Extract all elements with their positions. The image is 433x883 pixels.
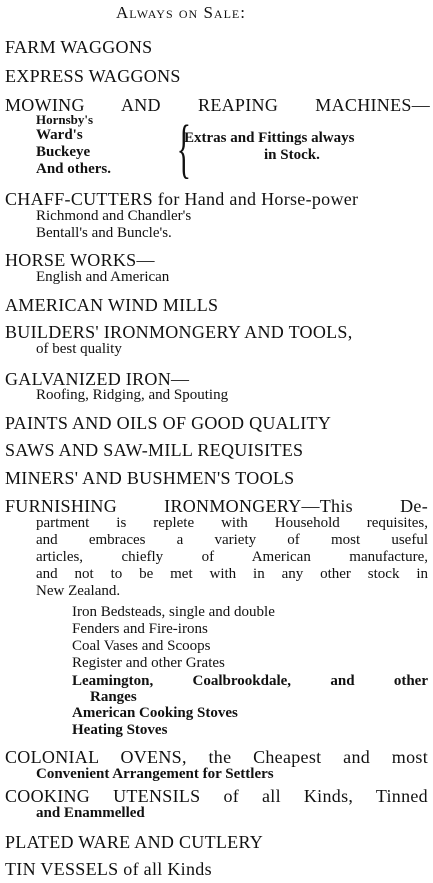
ovens-line-2: Convenient Arrangement for Settlers	[36, 766, 274, 782]
chaff-title: CHAFF-CUTTERS for Hand and Horse-power	[5, 189, 359, 209]
wind-mills: AMERICAN WIND MILLS	[5, 295, 219, 315]
saws: SAWS AND SAW-MILL REQUISITES	[5, 440, 304, 460]
tin-vessels: TIN VESSELS of all Kinds	[5, 859, 212, 879]
cooking-line-1: COOKING UTENSILS of all Kinds, Tinned	[5, 786, 428, 806]
furnishing-line-4: articles, chiefly of American manufacture,	[36, 549, 428, 565]
farm-waggons: FARM WAGGONS	[5, 37, 153, 57]
furnishing-item: Leamington, Coalbrookdale, and other	[72, 673, 428, 689]
builders-line: of best quality	[36, 341, 122, 357]
builders-title: BUILDERS' IRONMONGERY AND TOOLS,	[5, 322, 353, 342]
plated-ware: PLATED WARE AND CUTLERY	[5, 832, 264, 852]
mowing-note-line-2: in Stock.	[264, 147, 320, 163]
furnishing-line-1: FURNISHING IRONMONGERY—This De-	[5, 496, 428, 516]
furnishing-item: Coal Vases and Scoops	[72, 638, 211, 654]
section-heading: Always on Sale:	[116, 3, 246, 22]
ovens-line-1: COLONIAL OVENS, the Cheapest and most	[5, 747, 428, 767]
horse-works-title: HORSE WORKS—	[5, 250, 155, 270]
express-waggons: EXPRESS WAGGONS	[5, 66, 181, 86]
furnishing-item: Iron Bedsteads, single and double	[72, 604, 275, 620]
paints: PAINTS AND OILS OF GOOD QUALITY	[5, 413, 332, 433]
furnishing-line-6: New Zealand.	[36, 583, 121, 599]
furnishing-line-2: partment is replete with Household requisites,	[36, 515, 428, 531]
furnishing-line-3: and embraces a variety of most useful	[36, 532, 428, 548]
brace-icon: }	[176, 112, 191, 185]
mowing-title: MOWING AND REAPING MACHINES—	[5, 95, 430, 115]
furnishing-item: Ranges	[90, 689, 137, 705]
galvanized-title: GALVANIZED IRON—	[5, 369, 190, 389]
furnishing-line-5: and not to be met with in any other stock in	[36, 566, 428, 582]
maker-wards: Ward's	[36, 127, 83, 143]
chaff-line-1: Richmond and Chandler's	[36, 208, 192, 224]
horse-works-line: English and American	[36, 269, 170, 285]
furnishing-item: Heating Stoves	[72, 722, 168, 738]
furnishing-item: Fenders and Fire-irons	[72, 621, 208, 637]
mowing-note-line-1: Extras and Fittings always	[184, 130, 355, 146]
maker-hornsby: Hornsby's	[36, 112, 94, 127]
maker-others: And others.	[36, 161, 112, 177]
furnishing-item: American Cooking Stoves	[72, 705, 238, 721]
furnishing-item: Register and other Grates	[72, 655, 225, 671]
galvanized-line: Roofing, Ridging, and Spouting	[36, 387, 229, 403]
miners: MINERS' AND BUSHMEN'S TOOLS	[5, 468, 295, 488]
cooking-line-2: and Enammelled	[36, 805, 145, 821]
chaff-line-2: Bentall's and Buncle's.	[36, 225, 172, 241]
maker-buckeye: Buckeye	[36, 144, 91, 160]
